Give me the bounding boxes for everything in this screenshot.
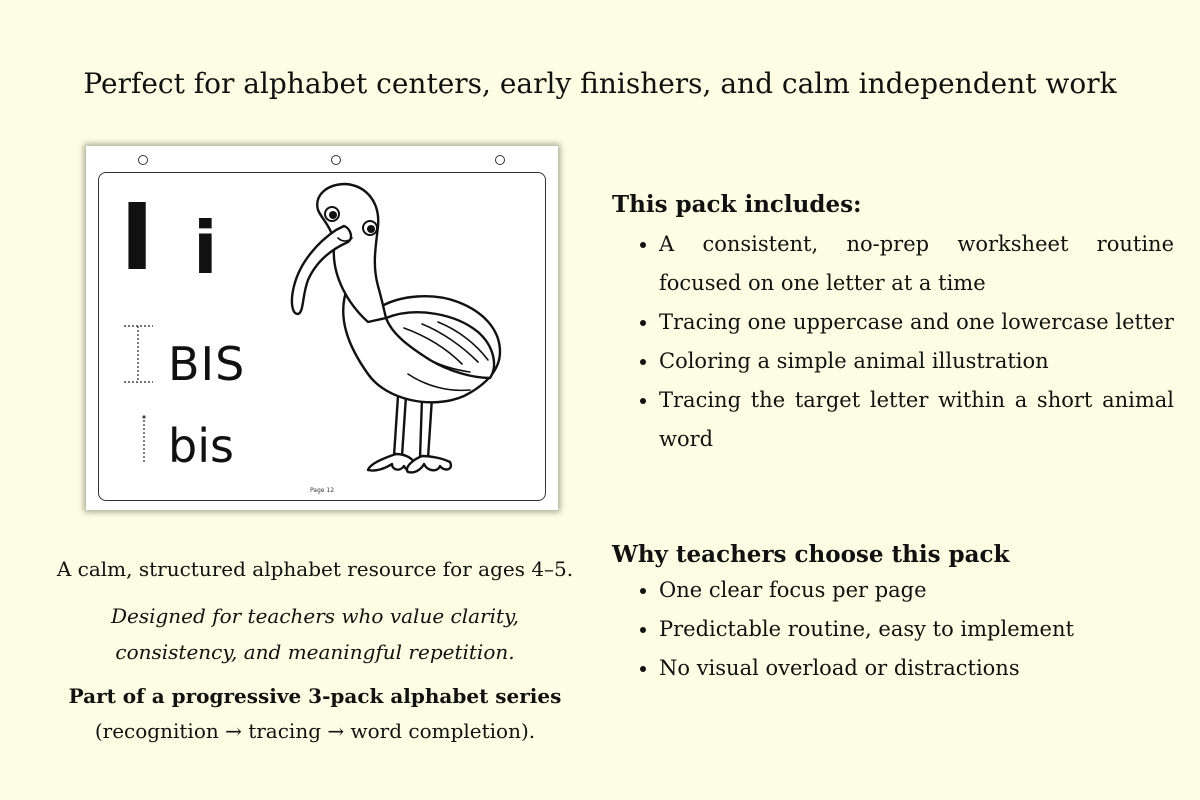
tracing-word-uppercase: BIS: [168, 337, 246, 391]
list-item: • No visual overload or distractions: [659, 649, 1174, 688]
designed-for-note: [20, 598, 610, 670]
list-item: • Tracing the target letter within a short animal word: [659, 381, 1174, 459]
why-heading: Why teachers choose this pack: [612, 541, 1010, 568]
list-item: • Predictable routine, easy to implement: [659, 610, 1174, 649]
list-item: • A consistent, no-prep worksheet routine focused on one letter at a time: [659, 225, 1174, 303]
worksheet-page-number: Page 12: [309, 487, 335, 494]
series-title: Part of a progressive 3-pack alphabet series: [68, 684, 562, 708]
why-teachers-section: [612, 540, 1174, 688]
series-detail: (recognition → tracing → word completion).: [94, 719, 536, 743]
why-list: [612, 571, 1174, 688]
list-item: • One clear focus per page: [659, 571, 1174, 610]
list-item: • Coloring a simple animal illustration: [659, 342, 1174, 381]
worksheet-preview: [86, 146, 558, 510]
list-item: • Tracing one uppercase and one lowercase letter: [659, 303, 1174, 342]
includes-heading: This pack includes:: [612, 191, 862, 218]
designed-line-1: Designed for teachers who value clarity,: [110, 604, 520, 628]
big-lowercase-letter: i: [193, 206, 218, 290]
pack-includes-section: [612, 190, 1174, 459]
tracing-word-lowercase: bis: [168, 419, 234, 473]
designed-line-2: consistency, and meaningful repetition.: [115, 640, 515, 664]
includes-list: [612, 225, 1174, 459]
page-headline: Perfect for alphabet centers, early finishers, and calm independent work: [83, 67, 1117, 100]
ibis-bird-coloring-icon: [86, 146, 558, 510]
age-tagline: A calm, structured alphabet resource for ages 4–5.: [56, 557, 574, 581]
big-uppercase-letter: I: [120, 184, 155, 291]
